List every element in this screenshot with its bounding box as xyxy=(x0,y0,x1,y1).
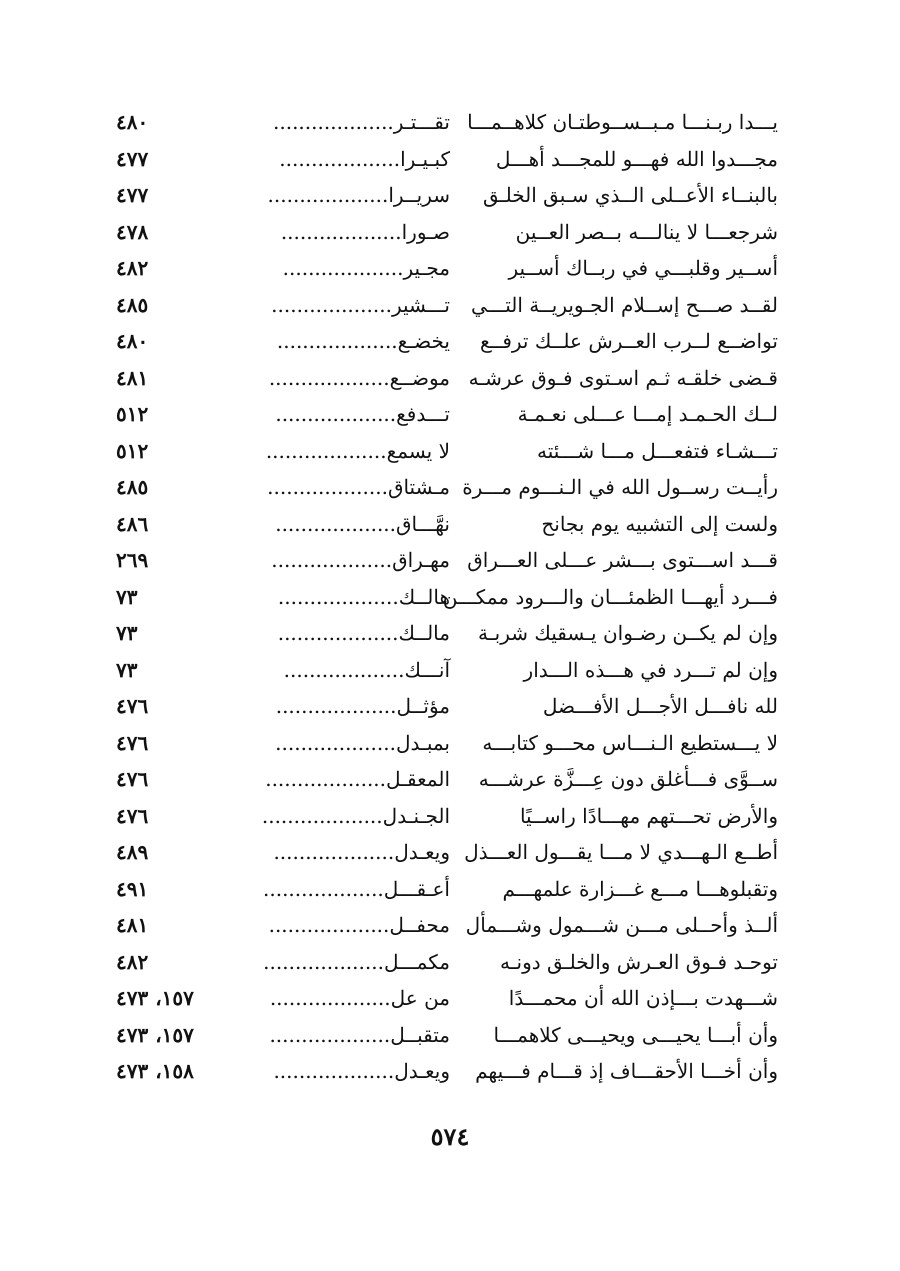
leader-dots: ................... xyxy=(275,511,397,536)
verse-rhyme-word xyxy=(220,250,450,286)
verse-first-half: والأرض تحـــتهم مهـــادًا راســيًا xyxy=(519,803,778,828)
verse-rhyme-word xyxy=(220,944,450,980)
page-reference: ٤٧٨ xyxy=(116,219,149,244)
rhyme-word: كبـيـرا xyxy=(400,146,450,171)
verse-rhyme-word xyxy=(220,214,450,250)
rhyme-word: المعقـل xyxy=(386,767,450,791)
page-reference: ٤٨٠ xyxy=(116,110,149,134)
rhyme-word: موضــع xyxy=(389,365,450,390)
verse-rhyme-word xyxy=(220,287,450,323)
verse-rhyme-word xyxy=(220,725,450,761)
page-reference: ٤٨٩ xyxy=(116,840,149,864)
index-row xyxy=(0,1053,900,1090)
page-reference: ٥١٢ xyxy=(116,402,149,426)
rhyme-word: الجـنـدل xyxy=(382,803,450,828)
index-row xyxy=(0,907,900,944)
verse-rhyme-word xyxy=(220,323,450,359)
page-reference: ٤٧٧ xyxy=(116,146,149,171)
page-reference: ٤٩١ xyxy=(116,876,149,901)
page-reference: ٤٨٢ xyxy=(116,949,149,974)
verse-first-half: مجـــدوا الله فهـــو للمجـــد أهـــل xyxy=(495,146,778,171)
rhyme-word: مجـير xyxy=(403,256,450,280)
leader-dots: ................... xyxy=(277,584,399,609)
page-reference: ١٥٨، ٤٧٣ xyxy=(116,1059,194,1083)
verse-first-half: لا يـــستطيع الـنـــاس محـــو كتابـــه xyxy=(482,730,778,755)
verse-rhyme-word xyxy=(220,141,450,177)
page-reference: ٤٨٥ xyxy=(116,292,149,317)
leader-dots: ................... xyxy=(265,767,387,791)
leader-dots: ................... xyxy=(273,110,394,134)
verse-first-half: بالبنــاء الأعــلى الــذي سـبق الخلـق xyxy=(483,183,778,207)
verse-rhyme-word xyxy=(220,396,450,432)
page-reference: ٤٧٧ xyxy=(116,183,149,207)
leader-dots: ................... xyxy=(283,657,405,682)
rhyme-word: أعـقـــل xyxy=(383,876,450,901)
index-row xyxy=(0,725,900,762)
page-reference: ٤٨٢ xyxy=(116,256,149,280)
index-row xyxy=(0,579,900,616)
leader-dots: ................... xyxy=(280,219,402,244)
verse-first-half: قـــد اســـتوى بـــشر عـــلى العـــراق xyxy=(467,548,778,572)
rhyme-word: متقبــل xyxy=(390,1022,450,1047)
index-row xyxy=(0,360,900,397)
rhyme-word: تقـــتـر xyxy=(393,110,450,134)
rhyme-word: مكمـــل xyxy=(383,949,450,974)
index-row xyxy=(0,615,900,652)
rhyme-word: يخضـع xyxy=(397,329,450,353)
page-reference: ٤٨٥ xyxy=(116,475,149,499)
verse-rhyme-word xyxy=(220,360,450,396)
leader-dots: ................... xyxy=(265,438,387,463)
leader-dots: ................... xyxy=(275,694,397,718)
page-reference: ٧٣ xyxy=(116,584,138,609)
page-reference: ٤٧٦ xyxy=(116,730,149,755)
leader-dots: ................... xyxy=(267,475,388,499)
verse-rhyme-word xyxy=(220,469,450,505)
verse-first-half: تـــشـاء فتفعـــل مـــا شـــئته xyxy=(536,438,778,463)
index-row xyxy=(0,141,900,178)
verse-rhyme-word xyxy=(220,542,450,578)
leader-dots: ................... xyxy=(276,329,398,353)
verse-rhyme-word xyxy=(220,579,450,615)
verse-rhyme-word xyxy=(220,798,450,834)
index-row xyxy=(0,834,900,871)
index-row xyxy=(0,944,900,981)
index-row xyxy=(0,761,900,798)
leader-dots: ................... xyxy=(273,840,395,864)
rhyme-word: صـورا xyxy=(401,219,450,244)
page-reference: ٢٦٩ xyxy=(116,548,149,572)
page-reference: ٤٨٠ xyxy=(116,329,149,353)
rhyme-word: مؤثــل xyxy=(396,694,450,718)
verse-first-half: لقــد صـــح إســلام الجـويريــة التـــي xyxy=(471,292,778,317)
leader-dots: ................... xyxy=(271,548,393,572)
rhyme-word: آنـــك xyxy=(404,657,450,682)
verse-rhyme-word xyxy=(220,433,450,469)
index-row xyxy=(0,1017,900,1054)
leader-dots: ................... xyxy=(261,803,383,828)
verse-first-half: توحـد فـوق العـرش والخلـق دونـه xyxy=(499,949,778,974)
rhyme-word: سريــرا xyxy=(388,183,450,207)
page-number: ٥٧٤ xyxy=(430,1122,470,1151)
index-row xyxy=(0,250,900,287)
verse-first-half: لله نافـــل الأجـــل الأفـــضل xyxy=(542,694,778,718)
index-row xyxy=(0,433,900,470)
page-reference: ٤٧٦ xyxy=(116,767,149,791)
verse-rhyme-word xyxy=(220,871,450,907)
verse-rhyme-word xyxy=(220,615,450,651)
leader-dots: ................... xyxy=(269,986,391,1010)
verse-rhyme-word xyxy=(220,1053,450,1089)
rhyme-word: مالــك xyxy=(398,621,450,645)
leader-dots: ................... xyxy=(282,256,404,280)
index-row xyxy=(0,323,900,360)
verse-first-half: وأن أبـــا يحيـــى ويحيـــى كلاهمـــا xyxy=(493,1022,778,1047)
verse-rhyme-word xyxy=(220,907,450,943)
rhyme-word: مهـراق xyxy=(392,548,450,572)
verse-rhyme-word xyxy=(220,104,450,140)
leader-dots: ................... xyxy=(279,146,401,171)
verse-rhyme-word xyxy=(220,1017,450,1053)
rhyme-word: هالــك xyxy=(398,584,450,609)
leader-dots: ................... xyxy=(263,876,384,901)
verse-first-half: فـــرد أيهـــا الظمئـــان والـــرود ممكـــن xyxy=(442,584,778,609)
verse-rhyme-word xyxy=(220,834,450,870)
leader-dots: ................... xyxy=(263,949,384,974)
rhyme-word: من عل xyxy=(390,986,450,1010)
verse-index-list xyxy=(0,104,900,1090)
page-reference: ١٥٧، ٤٧٣ xyxy=(116,986,194,1010)
index-row xyxy=(0,542,900,579)
verse-first-half: أطــع الـهـــدي لا مـــا يقـــول العـــذل xyxy=(464,840,778,864)
index-row xyxy=(0,980,900,1017)
index-row xyxy=(0,506,900,543)
index-row xyxy=(0,871,900,908)
verse-first-half: وتقبلوهـــا مـــع غـــزارة علمهـــم xyxy=(502,876,778,901)
index-row xyxy=(0,396,900,433)
page-reference: ٧٣ xyxy=(116,657,138,682)
verse-first-half: شرجعـــا لا ينالـــه بــصر العــين xyxy=(515,219,778,244)
index-row xyxy=(0,652,900,689)
verse-first-half: قـضى خلقـه ثـم اسـتوى فـوق عرشـه xyxy=(468,365,778,390)
index-row xyxy=(0,287,900,324)
leader-dots: ................... xyxy=(271,292,392,317)
leader-dots: ................... xyxy=(275,402,397,426)
page-reference: ٤٨٦ xyxy=(116,511,149,536)
verse-rhyme-word xyxy=(220,506,450,542)
verse-first-half: شـــهدت بـــإذن الله أن محمـــدًا xyxy=(508,986,778,1010)
leader-dots: ................... xyxy=(268,913,390,937)
verse-rhyme-word xyxy=(220,177,450,213)
verse-first-half: رأيــت رســول الله في الـنـــوم مـــرة xyxy=(462,475,778,499)
leader-dots: ................... xyxy=(275,730,396,755)
leader-dots: ................... xyxy=(273,1059,395,1083)
rhyme-word: محفــل xyxy=(389,913,450,937)
verse-first-half: وإن لم تـــرد في هـــذه الـــدار xyxy=(523,657,778,682)
verse-first-half: ألــذ وأحــلى مـــن شـــمول وشـــمأل xyxy=(465,913,778,937)
index-row xyxy=(0,104,900,141)
index-row xyxy=(0,688,900,725)
rhyme-word: نهَّـــاق xyxy=(396,511,450,536)
verse-first-half: أســير وقلبـــي في ربــاك أســير xyxy=(508,256,778,280)
rhyme-word: ويعـدل xyxy=(394,840,450,864)
page-reference: ٤٧٦ xyxy=(116,694,149,718)
leader-dots: ................... xyxy=(267,183,389,207)
verse-rhyme-word xyxy=(220,761,450,797)
page-reference: ٥١٢ xyxy=(116,438,149,463)
rhyme-word: مـشتاق xyxy=(387,475,450,499)
verse-first-half: وإن لم يكــن رضـوان يـسقيك شربـة xyxy=(478,621,778,645)
rhyme-word: تـــشير xyxy=(391,292,450,317)
page-reference: ٤٧٦ xyxy=(116,803,149,828)
verse-first-half: لــك الحـمـد إمـــا عـــلى نعـمـة xyxy=(517,402,778,426)
verse-first-half: وأن أخـــا الأحقـــاف إذ قـــام فـــيهم xyxy=(475,1059,778,1083)
index-row xyxy=(0,469,900,506)
index-row xyxy=(0,177,900,214)
index-row xyxy=(0,798,900,835)
rhyme-word: ويعـدل xyxy=(394,1059,450,1083)
page-reference: ٤٨١ xyxy=(116,365,149,390)
verse-rhyme-word xyxy=(220,980,450,1016)
verse-first-half: يـــدا ربـنـــا مـبــســوطتـان كلاهــمـــا xyxy=(467,110,778,134)
rhyme-word: تـــدفع xyxy=(396,402,450,426)
verse-rhyme-word xyxy=(220,688,450,724)
page-reference: ٤٨١ xyxy=(116,913,149,937)
index-row xyxy=(0,214,900,251)
leader-dots: ................... xyxy=(268,365,390,390)
verse-rhyme-word xyxy=(220,652,450,688)
verse-first-half: تواضــع لــرب العــرش علــك ترفــع xyxy=(479,329,778,353)
verse-first-half: ســوَّى فـــأغلق دون عِـــزَّة عرشـــه xyxy=(478,767,778,791)
verse-first-half: ولست إلى التشبيه يوم بجانح xyxy=(541,511,778,536)
leader-dots: ................... xyxy=(269,1022,391,1047)
page-reference: ٧٣ xyxy=(116,621,138,645)
rhyme-word: لا يسمع xyxy=(386,438,450,463)
page-reference: ١٥٧، ٤٧٣ xyxy=(116,1022,194,1047)
rhyme-word: بمبـدل xyxy=(395,730,450,755)
leader-dots: ................... xyxy=(277,621,399,645)
